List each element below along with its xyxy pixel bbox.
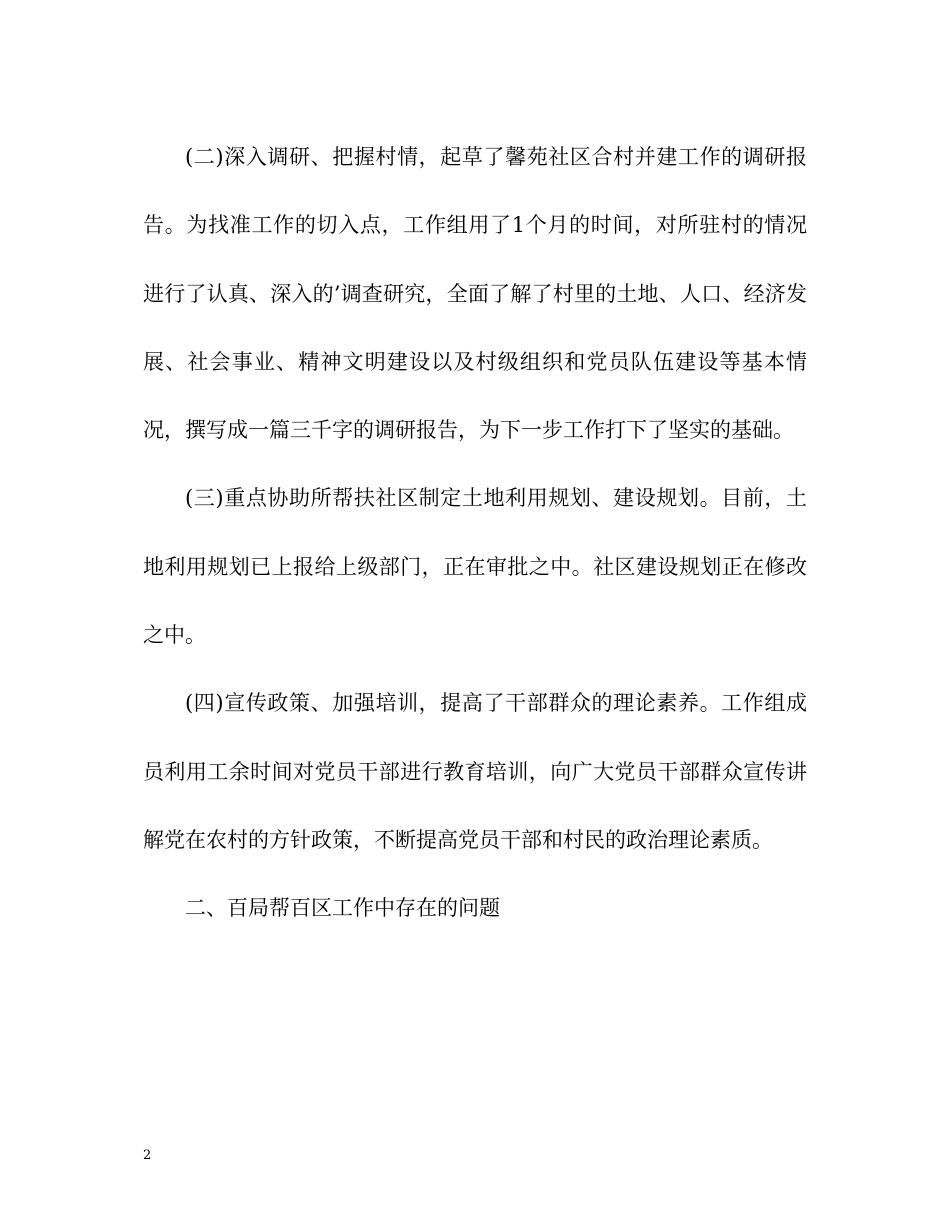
page-number: 2 [143,1148,152,1163]
section-heading: 二、百局帮百区工作中存在的问题 [185,896,500,921]
document-body [143,123,807,943]
paragraph-research-report: (二)深入调研、把握村情，起草了馨苑社区合村并建工作的调研报告。为找准工作的切入点，工作组用了1个月的时间，对所驻村的情况进行了认真、深入的’调查研究，全面了解了村里的土地、人口、经济发展、社会事业、精神文明建设以及村级组织和党员队伍建设等基本情况，撰写成一篇三千字的调研报告，为下一步工作打下了坚实的基础。 [143,145,807,443]
paragraph-land-planning: (三)重点协助所帮扶社区制定土地利用规划、建设规划。目前，土地利用规划已上报给上级部门，正在审批之中。社区建设规划正在修改之中。 [143,486,807,648]
paragraph-policy-training: (四)宣传政策、加强培训，提高了干部群众的理论素养。工作组成员利用工余时间对党员干部进行教育培训，向广大党员干部群众宣传讲解党在农村的方针政策，不断提高党员干部和村民的政治理论素质。 [143,691,807,852]
